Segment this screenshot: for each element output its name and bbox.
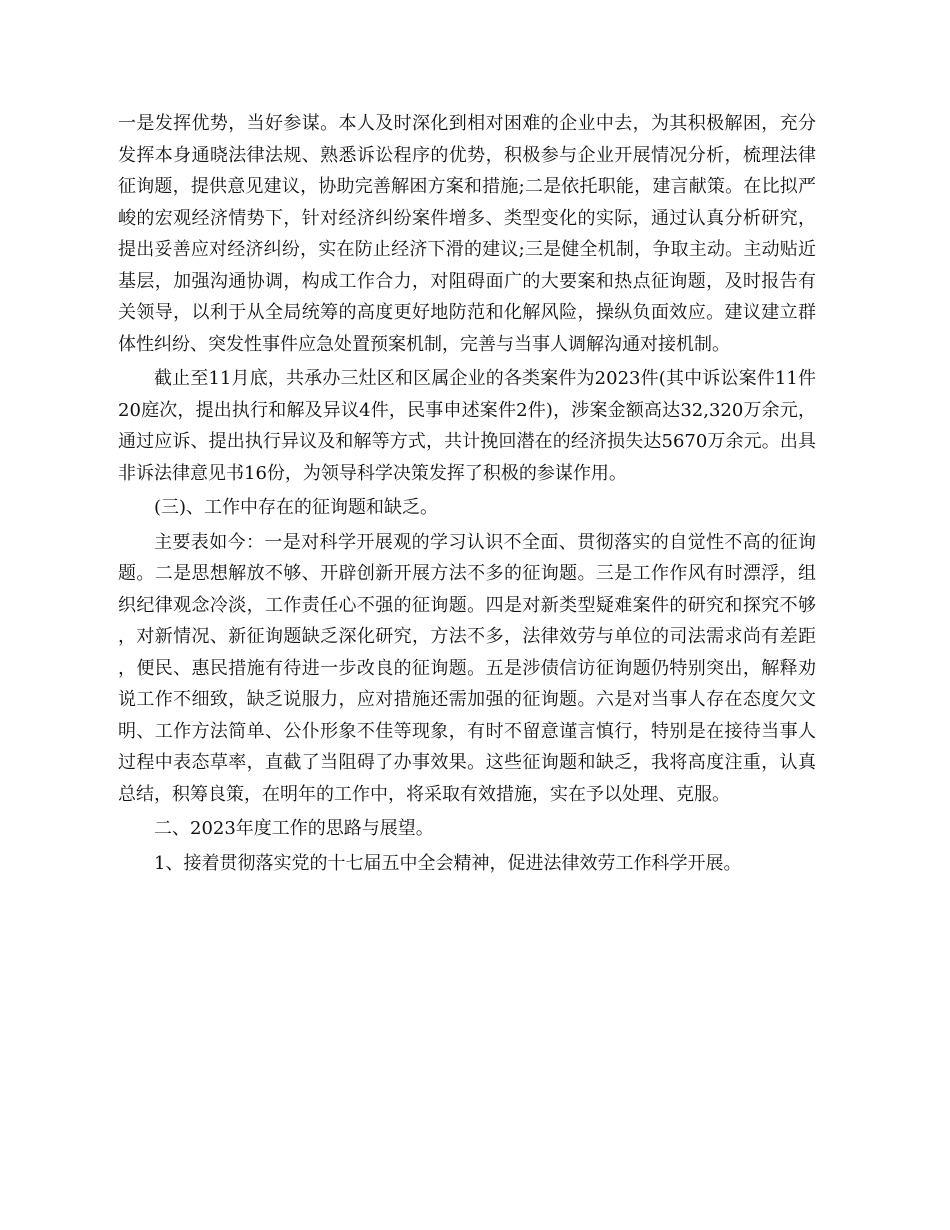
section-heading-problems: (三)、工作中存在的征询题和缺乏。	[154, 497, 439, 518]
paragraph-advantages: 一是发挥优势，当好参谋。本人及时深化到相对困难的企业中去，为其积极解困，充分发挥本身通晓法律法规、熟悉诉讼程序的优势，积极参与企业开展情况分析，梳理法律征询题，提供意见建议，协助完善解困方案和措施;二是依托职能，建言献策。在比拟严峻的宏观经济情势下，针对经济纠纷案件增多、类型变化的实际，通过认真分析研究，提出妥善应对经济纠纷，实在防止经济下滑的建议;三是健全机制，争取主动。主动贴近基层，加强沟通协调，构成工作合力，对阻碍面广的大要案和热点征询题，及时报告有关领导，以利于从全局统筹的高度更好地防范和化解风险，操纵负面效应。建议建立群体性纠纷、突发性事件应急处置预案机制，完善与当事人调解沟通对接机制。	[118, 113, 816, 355]
paragraph-case-statistics: 截止至11月底，共承办三灶区和区属企业的各类案件为2023件(其中诉讼案件11件20庭次，提出执行和解及异议4件，民事申述案件2件)，涉案金额高达32,320万余元，通过应诉、提出执行异议及和解等方式，共计挽回潜在的经济损失达5670万余元。出具非诉法律意见书16份，为领导科学决策发挥了积极的参谋作用。	[118, 368, 816, 484]
section-heading-outlook: 二、2023年度工作的思路与展望。	[154, 818, 434, 839]
document-page	[118, 108, 816, 881]
paragraph-problems-detail: 主要表如今：一是对科学开展观的学习认识不全面、贯彻落实的自觉性不高的征询题。二是思想解放不够、开辟创新开展方法不多的征询题。三是工作作风有时漂浮，组织纪律观念冷淡，工作责任心不强的征询题。四是对新类型疑难案件的研究和探究不够，对新情况、新征询题缺乏深化研究，方法不多，法律效劳与单位的司法需求尚有差距，便民、惠民措施有待进一步改良的征询题。五是涉债信访征询题仍特别突出，解释劝说工作不细致，缺乏说服力，应对措施还需加强的征询题。六是对当事人存在态度欠文明、工作方法简单、公仆形象不佳等现象，有时不留意谨言慎行，特别是在接待当事人过程中表态草率，直截了当阻碍了办事效果。这些征询题和缺乏，我将高度注重，认真总结，积筹良策，在明年的工作中，将采取有效措施，实在予以处理、克服。	[118, 531, 816, 805]
paragraph-outlook-item-1: 1、接着贯彻落实党的十七届五中全会精神，促进法律效劳工作科学开展。	[154, 852, 742, 874]
